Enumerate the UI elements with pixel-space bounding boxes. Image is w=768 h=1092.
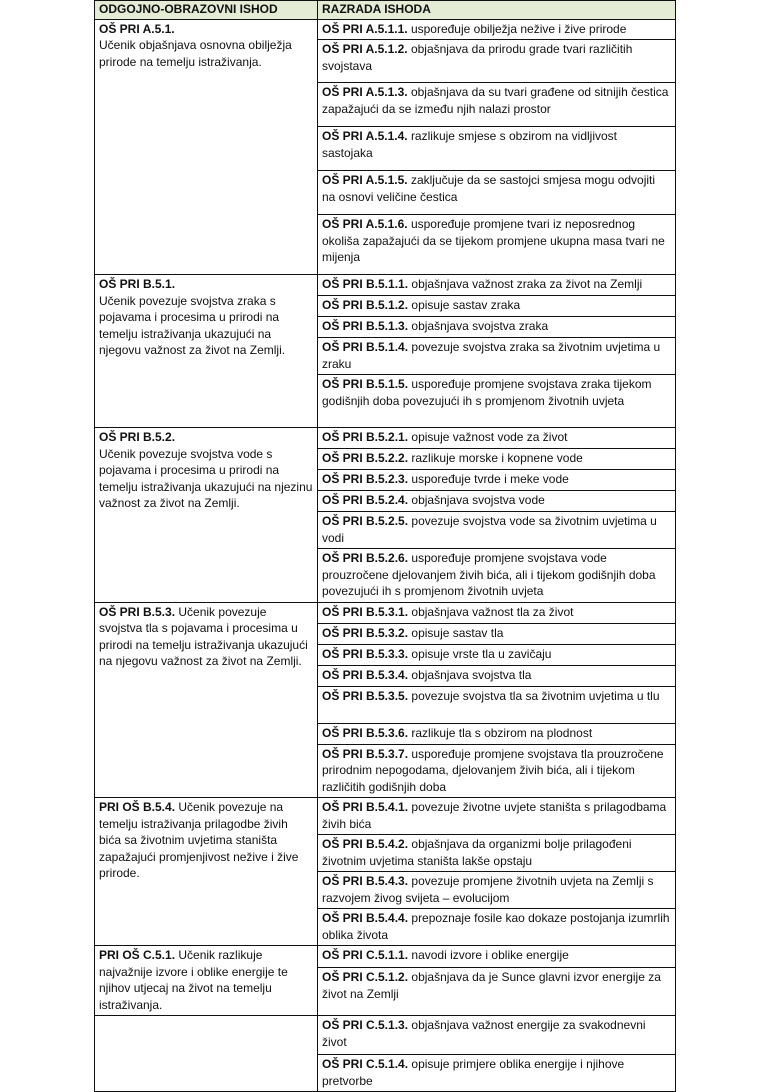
elaboration-text: objašnjava važnost tla za život: [411, 604, 574, 619]
elaboration-code: OŠ PRI B.5.1.5.: [322, 377, 409, 391]
elaboration-cell: [318, 798, 676, 835]
table-row: [95, 428, 676, 449]
elaboration-text: povezuje životne uvjete staništa s prilagodbama živih bića: [322, 800, 667, 831]
elaboration-cell: [318, 171, 676, 215]
elaboration-code: OŠ PRI C.5.1.1.: [322, 948, 409, 962]
table-row: [95, 602, 676, 623]
elaboration-text: zaključuje da se sastojci smjesa mogu odvojiti na osnovi veličine čestica: [322, 173, 656, 204]
outcome-code: OŠ PRI B.5.1.: [99, 277, 176, 291]
elaboration-code: OŠ PRI A.5.1.3.: [322, 85, 408, 99]
elaboration-cell: [318, 317, 676, 338]
elaboration-code: OŠ PRI B.5.2.1.: [322, 430, 409, 444]
elaboration-code: OŠ PRI C.5.1.2.: [322, 970, 409, 985]
elaboration-cell: [318, 602, 676, 623]
header-row: [95, 1, 676, 20]
elaboration-text: opisuje sastav tla: [411, 625, 504, 640]
elaboration-cell: [318, 83, 676, 127]
elaboration-text: uspoređuje promjene svojstava zraka tijekom godišnjih doba povezujući ih s promjenom životnih uvjeta: [322, 377, 652, 408]
elaboration-cell: [318, 644, 676, 665]
elaboration-text: objašnjava da prirodu grade tvari različitih svojstava: [322, 42, 633, 73]
elaboration-cell: [318, 215, 676, 275]
elaboration-code: OŠ PRI A.5.1.2.: [322, 42, 408, 56]
elaboration-code: OŠ PRI A.5.1.4.: [322, 129, 408, 143]
elaboration-cell: [318, 127, 676, 171]
elaboration-cell: [318, 744, 676, 798]
elaboration-text: objašnjava važnost zraka za život na Zemlji: [411, 277, 643, 291]
outcome-cell: [95, 798, 318, 946]
outcome-cell: [95, 19, 318, 275]
table-row: [95, 798, 676, 835]
elaboration-text: objašnjava svojstva zraka: [411, 319, 549, 333]
elaboration-cell: [318, 491, 676, 512]
outcome-code: OŠ PRI A.5.1.: [99, 21, 175, 36]
outcome-cell: [95, 1016, 318, 1092]
elaboration-code: OŠ PRI A.5.1.6.: [322, 217, 408, 231]
elaboration-code: OŠ PRI B.5.1.1.: [322, 277, 409, 291]
elaboration-code: OŠ PRI C.5.1.3.: [322, 1018, 409, 1032]
header-outcome: ODGOJNO-OBRAZOVNI ISHOD: [95, 1, 318, 20]
elaboration-text: opisuje važnost vode za život: [411, 430, 568, 444]
outcome-code: OŠ PRI B.5.2.: [99, 430, 176, 444]
elaboration-text: prepoznaje fosile kao dokaze postojanja izumrlih oblika života: [322, 911, 670, 942]
elaboration-text: objašnjava da organizmi bolje prilagođeni životnim uvjetima staništa lakše opstaju: [322, 837, 632, 868]
elaboration-text: objašnjava svojstva tla: [411, 667, 532, 682]
elaboration-code: OŠ PRI A.5.1.1.: [322, 21, 408, 36]
outcome-cell: [95, 946, 318, 1016]
elaboration-text: razlikuje tla s obzirom na plodnost: [411, 725, 593, 740]
elaboration-code: OŠ PRI B.5.1.3.: [322, 319, 409, 333]
elaboration-cell: [318, 296, 676, 317]
elaboration-code: OŠ PRI B.5.3.7.: [322, 746, 409, 761]
elaboration-cell: [318, 19, 676, 40]
elaboration-code: OŠ PRI C.5.1.4.: [322, 1057, 409, 1071]
elaboration-cell: [318, 512, 676, 549]
elaboration-cell: [318, 968, 676, 1016]
elaboration-code: OŠ PRI B.5.1.4.: [322, 340, 409, 354]
outcome-cell: [95, 602, 318, 798]
elaboration-text: uspoređuje promjene svojstava vode prouzročene djelovanjem živih bića, ali i tijekom godišnjih doba povezujući ih s promjenom životnih uvjeta: [322, 551, 656, 598]
table-row: [95, 946, 676, 968]
elaboration-cell: [318, 946, 676, 968]
outcome-cell: [95, 275, 318, 428]
outcome-description: Učenik povezuje na temelju istraživanja prilagodbe živih bića sa životnim uvjetima staništa zapažajući promjenjivost nežive i žive prirode.: [99, 800, 299, 880]
outcome-description: Učenik povezuje svojstva zraka s pojavama i procesima u prirodi na temelju istraživanja ukazujući na njegovu važnost za život na Zemlji.: [99, 293, 286, 357]
elaboration-text: opisuje sastav zraka: [411, 298, 521, 312]
elaboration-text: objašnjava svojstva vode: [411, 493, 545, 507]
elaboration-cell: [318, 1016, 676, 1055]
elaboration-code: OŠ PRI A.5.1.5.: [322, 173, 408, 187]
elaboration-code: OŠ PRI B.5.3.2.: [322, 625, 409, 640]
elaboration-text: uspoređuje obilježja nežive i žive prirode: [410, 21, 627, 36]
outcome-description: Učenik razlikuje najvažnije izvore i oblike energije te njihov utjecaj na život na temelju istraživanja.: [99, 948, 288, 1012]
elaboration-cell: [318, 835, 676, 872]
elaboration-code: OŠ PRI B.5.1.2.: [322, 298, 409, 312]
elaboration-cell: [318, 1055, 676, 1092]
table-row: [95, 19, 676, 40]
outcome-description: Učenik povezuje svojstva tla s pojavama i procesima u prirodi na temelju istraživanja ukazujući na njegovu važnost za život na Zemlji.: [99, 604, 308, 668]
elaboration-cell: [318, 275, 676, 296]
outcome-description: Učenik objašnjava osnovna obilježja prirode na temelju istraživanja.: [99, 38, 292, 69]
elaboration-code: OŠ PRI B.5.2.2.: [322, 451, 409, 465]
elaboration-text: objašnjava da su tvari građene od sitnijih čestica zapažajući da se između njih nalazi prostor: [322, 85, 669, 116]
elaboration-text: razlikuje smjese s obzirom na vidljivost sastojaka: [322, 129, 618, 160]
elaboration-code: OŠ PRI B.5.3.6.: [322, 725, 409, 740]
elaboration-code: OŠ PRI B.5.4.1.: [322, 800, 409, 814]
elaboration-code: OŠ PRI B.5.2.3.: [322, 472, 409, 486]
elaboration-cell: [318, 470, 676, 491]
elaboration-cell: [318, 686, 676, 723]
elaboration-cell: [318, 40, 676, 83]
elaboration-text: povezuje svojstva vode sa životnim uvjetima u vodi: [322, 514, 657, 545]
elaboration-text: povezuje promjene životnih uvjeta na Zemlji s razvojem živog svijeta – evolucijom: [322, 874, 654, 905]
elaboration-code: OŠ PRI B.5.2.6.: [322, 551, 409, 565]
outcome-code: OŠ PRI B.5.3.: [99, 604, 176, 619]
elaboration-text: objašnjava važnost energije za svakodnevni život: [322, 1018, 646, 1049]
elaboration-cell: [318, 449, 676, 470]
outcome-description: Učenik povezuje svojstva vode s pojavama i procesima u prirodi na temelju istraživanja ukazujući na njezinu važnost za život na Zemlji.: [99, 446, 313, 510]
elaboration-text: navodi izvore i oblike energije: [411, 948, 569, 962]
elaboration-code: OŠ PRI B.5.2.4.: [322, 493, 409, 507]
elaboration-text: uspoređuje promjene svojstava tla prouzročene prirodnim nepogodama, djelovanjem živih bića, ali i tijekom različitih godišnjih doba: [322, 746, 664, 794]
elaboration-text: objašnjava da je Sunce glavni izvor energije za život na Zemlji: [322, 970, 661, 1001]
elaboration-code: OŠ PRI B.5.2.5.: [322, 514, 409, 528]
elaboration-cell: [318, 549, 676, 603]
elaboration-code: OŠ PRI B.5.4.2.: [322, 837, 409, 851]
learning-outcomes-table: [94, 0, 676, 1092]
elaboration-cell: [318, 338, 676, 375]
elaboration-text: opisuje vrste tla u zavičaju: [411, 646, 552, 661]
elaboration-text: razlikuje morske i kopnene vode: [411, 451, 583, 465]
elaboration-cell: [318, 872, 676, 909]
elaboration-cell: [318, 665, 676, 686]
elaboration-code: OŠ PRI B.5.4.3.: [322, 874, 409, 888]
header-elaboration: RAZRADA ISHODA: [318, 1, 676, 20]
elaboration-code: OŠ PRI B.5.3.5.: [322, 688, 409, 703]
table-row: [95, 1016, 676, 1055]
table-row: [95, 275, 676, 296]
elaboration-code: OŠ PRI B.5.4.4.: [322, 911, 409, 925]
outcome-code: PRI OŠ C.5.1.: [99, 948, 176, 962]
elaboration-cell: [318, 375, 676, 428]
elaboration-code: OŠ PRI B.5.3.3.: [322, 646, 409, 661]
outcome-cell: [95, 428, 318, 603]
outcome-code: PRI OŠ B.5.4.: [99, 800, 176, 814]
elaboration-text: opisuje primjere oblika energije i njihove pretvorbe: [322, 1057, 625, 1088]
elaboration-cell: [318, 623, 676, 644]
elaboration-code: OŠ PRI B.5.3.4.: [322, 667, 409, 682]
elaboration-cell: [318, 428, 676, 449]
elaboration-code: OŠ PRI B.5.3.1.: [322, 604, 409, 619]
elaboration-text: uspoređuje promjene tvari iz neposrednog okoliša zapažajući da se tijekom promjene ukupna masa tvari ne mijenja: [322, 217, 665, 264]
elaboration-text: uspoređuje tvrde i meke vode: [411, 472, 569, 486]
elaboration-cell: [318, 909, 676, 946]
elaboration-text: povezuje svojstva zraka sa životnim uvjetima u zraku: [322, 340, 661, 371]
elaboration-cell: [318, 723, 676, 744]
table-body: [95, 19, 676, 1092]
elaboration-text: povezuje svojstva tla sa životnim uvjetima u tlu: [411, 688, 660, 703]
